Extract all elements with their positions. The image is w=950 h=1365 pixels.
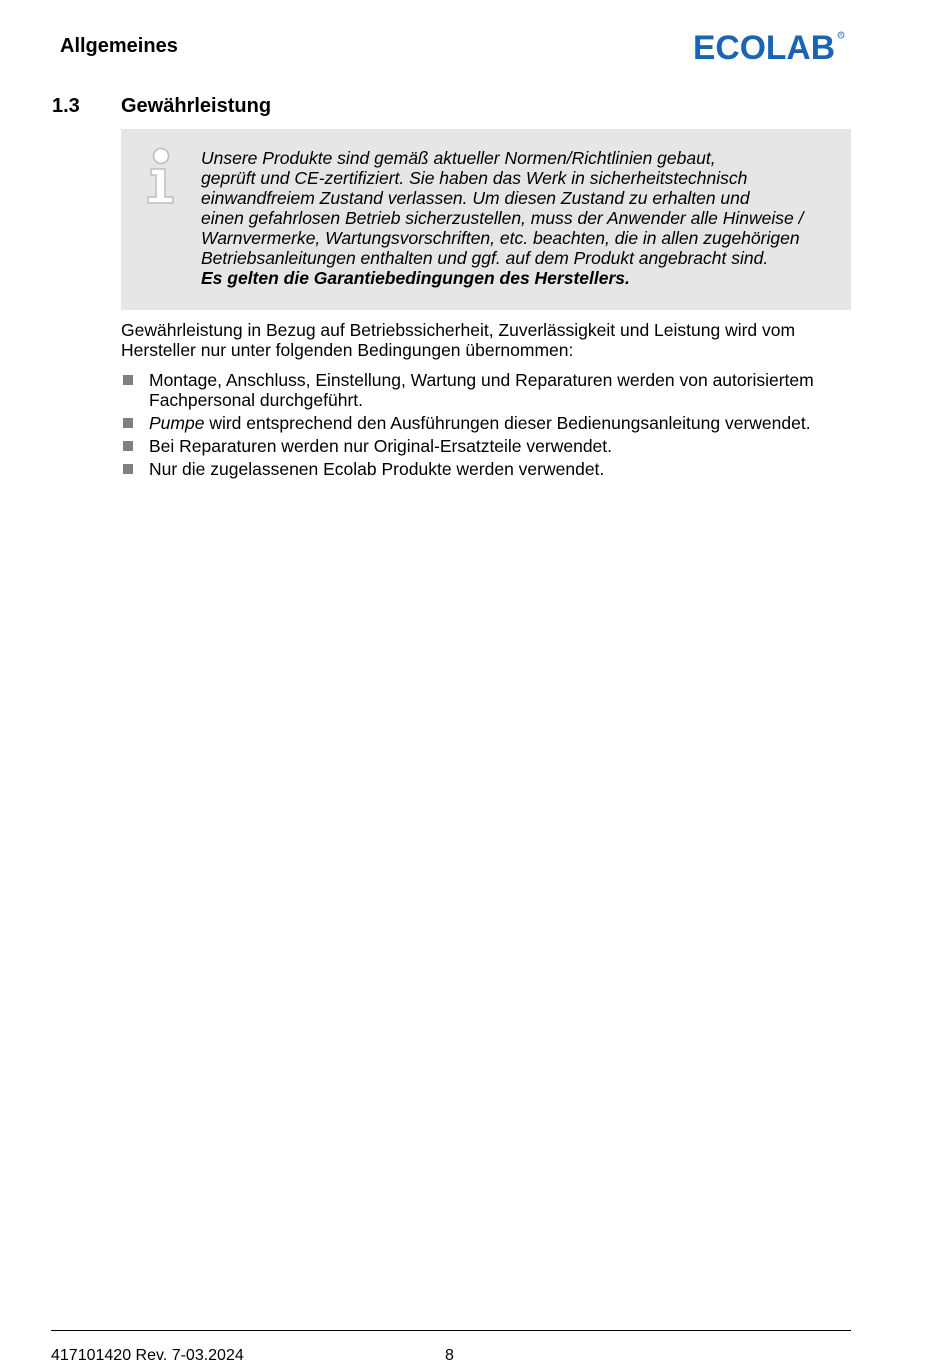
product-name: Pumpe [149,413,205,433]
list-item-text: Nur die zugelassenen Ecolab Produkte werden verwendet. [149,459,605,479]
info-line: geprüft und CE-zertifiziert. Sie haben das Werk in sicherheitstechnisch [201,168,748,188]
svg-text:R: R [839,32,843,38]
section-title: Gewährleistung [121,95,272,117]
info-icon [144,147,178,205]
warranty-note: Es gelten die Garantiebedingungen des Herstellers. [201,268,630,288]
info-text [201,148,841,288]
list-item [121,459,856,479]
intro-line: Hersteller nur unter folgenden Bedingungen übernommen: [121,340,574,360]
list-item [121,370,856,410]
intro-line: Gewährleistung in Bezug auf Betriebssicherheit, Zuverlässigkeit und Leistung wird vom [121,320,796,340]
list-item-text: Montage, Anschluss, Einstellung, Wartung und Reparaturen werden von autorisiertem [149,370,814,390]
page-header-title: Allgemeines [60,35,178,57]
info-line: einwandfreiem Zustand verlassen. Um diesen Zustand zu erhalten und [201,188,750,208]
footer-divider [51,1330,851,1331]
bullet-square-icon [123,375,133,385]
page-number: 8 [445,1347,454,1364]
bullet-square-icon [123,418,133,428]
intro-paragraph [121,320,856,360]
ecolab-logo [693,30,845,62]
info-line: Warnvermerke, Wartungsvorschriften, etc. beachten, die in allen zugehörigen [201,228,800,248]
list-item-text: Fachpersonal durchgeführt. [149,390,364,410]
document-reference: 417101420 Rev. 7-03.2024 [51,1347,244,1364]
section-number: 1.3 [52,95,80,117]
bullet-square-icon [123,441,133,451]
info-box [121,129,851,310]
info-line: Betriebsanleitungen enthalten und ggf. auf dem Produkt angebracht sind. [201,248,769,268]
ecolab-logo-text: ECOLAB [693,30,835,62]
list-item [121,413,856,433]
section-heading [52,94,271,118]
list-item [121,436,856,456]
info-line: einen gefahrlosen Betrieb sicherzustellen, muss der Anwender alle Hinweise / [201,208,804,228]
list-item-text: wird entsprechend den Ausführungen dieser Bedienungsanleitung verwendet. [204,413,811,433]
list-item-text: Bei Reparaturen werden nur Original-Ersatzteile verwendet. [149,436,613,456]
info-line: Unsere Produkte sind gemäß aktueller Normen/Richtlinien gebaut, [201,148,716,168]
conditions-list [121,370,856,482]
bullet-square-icon [123,464,133,474]
